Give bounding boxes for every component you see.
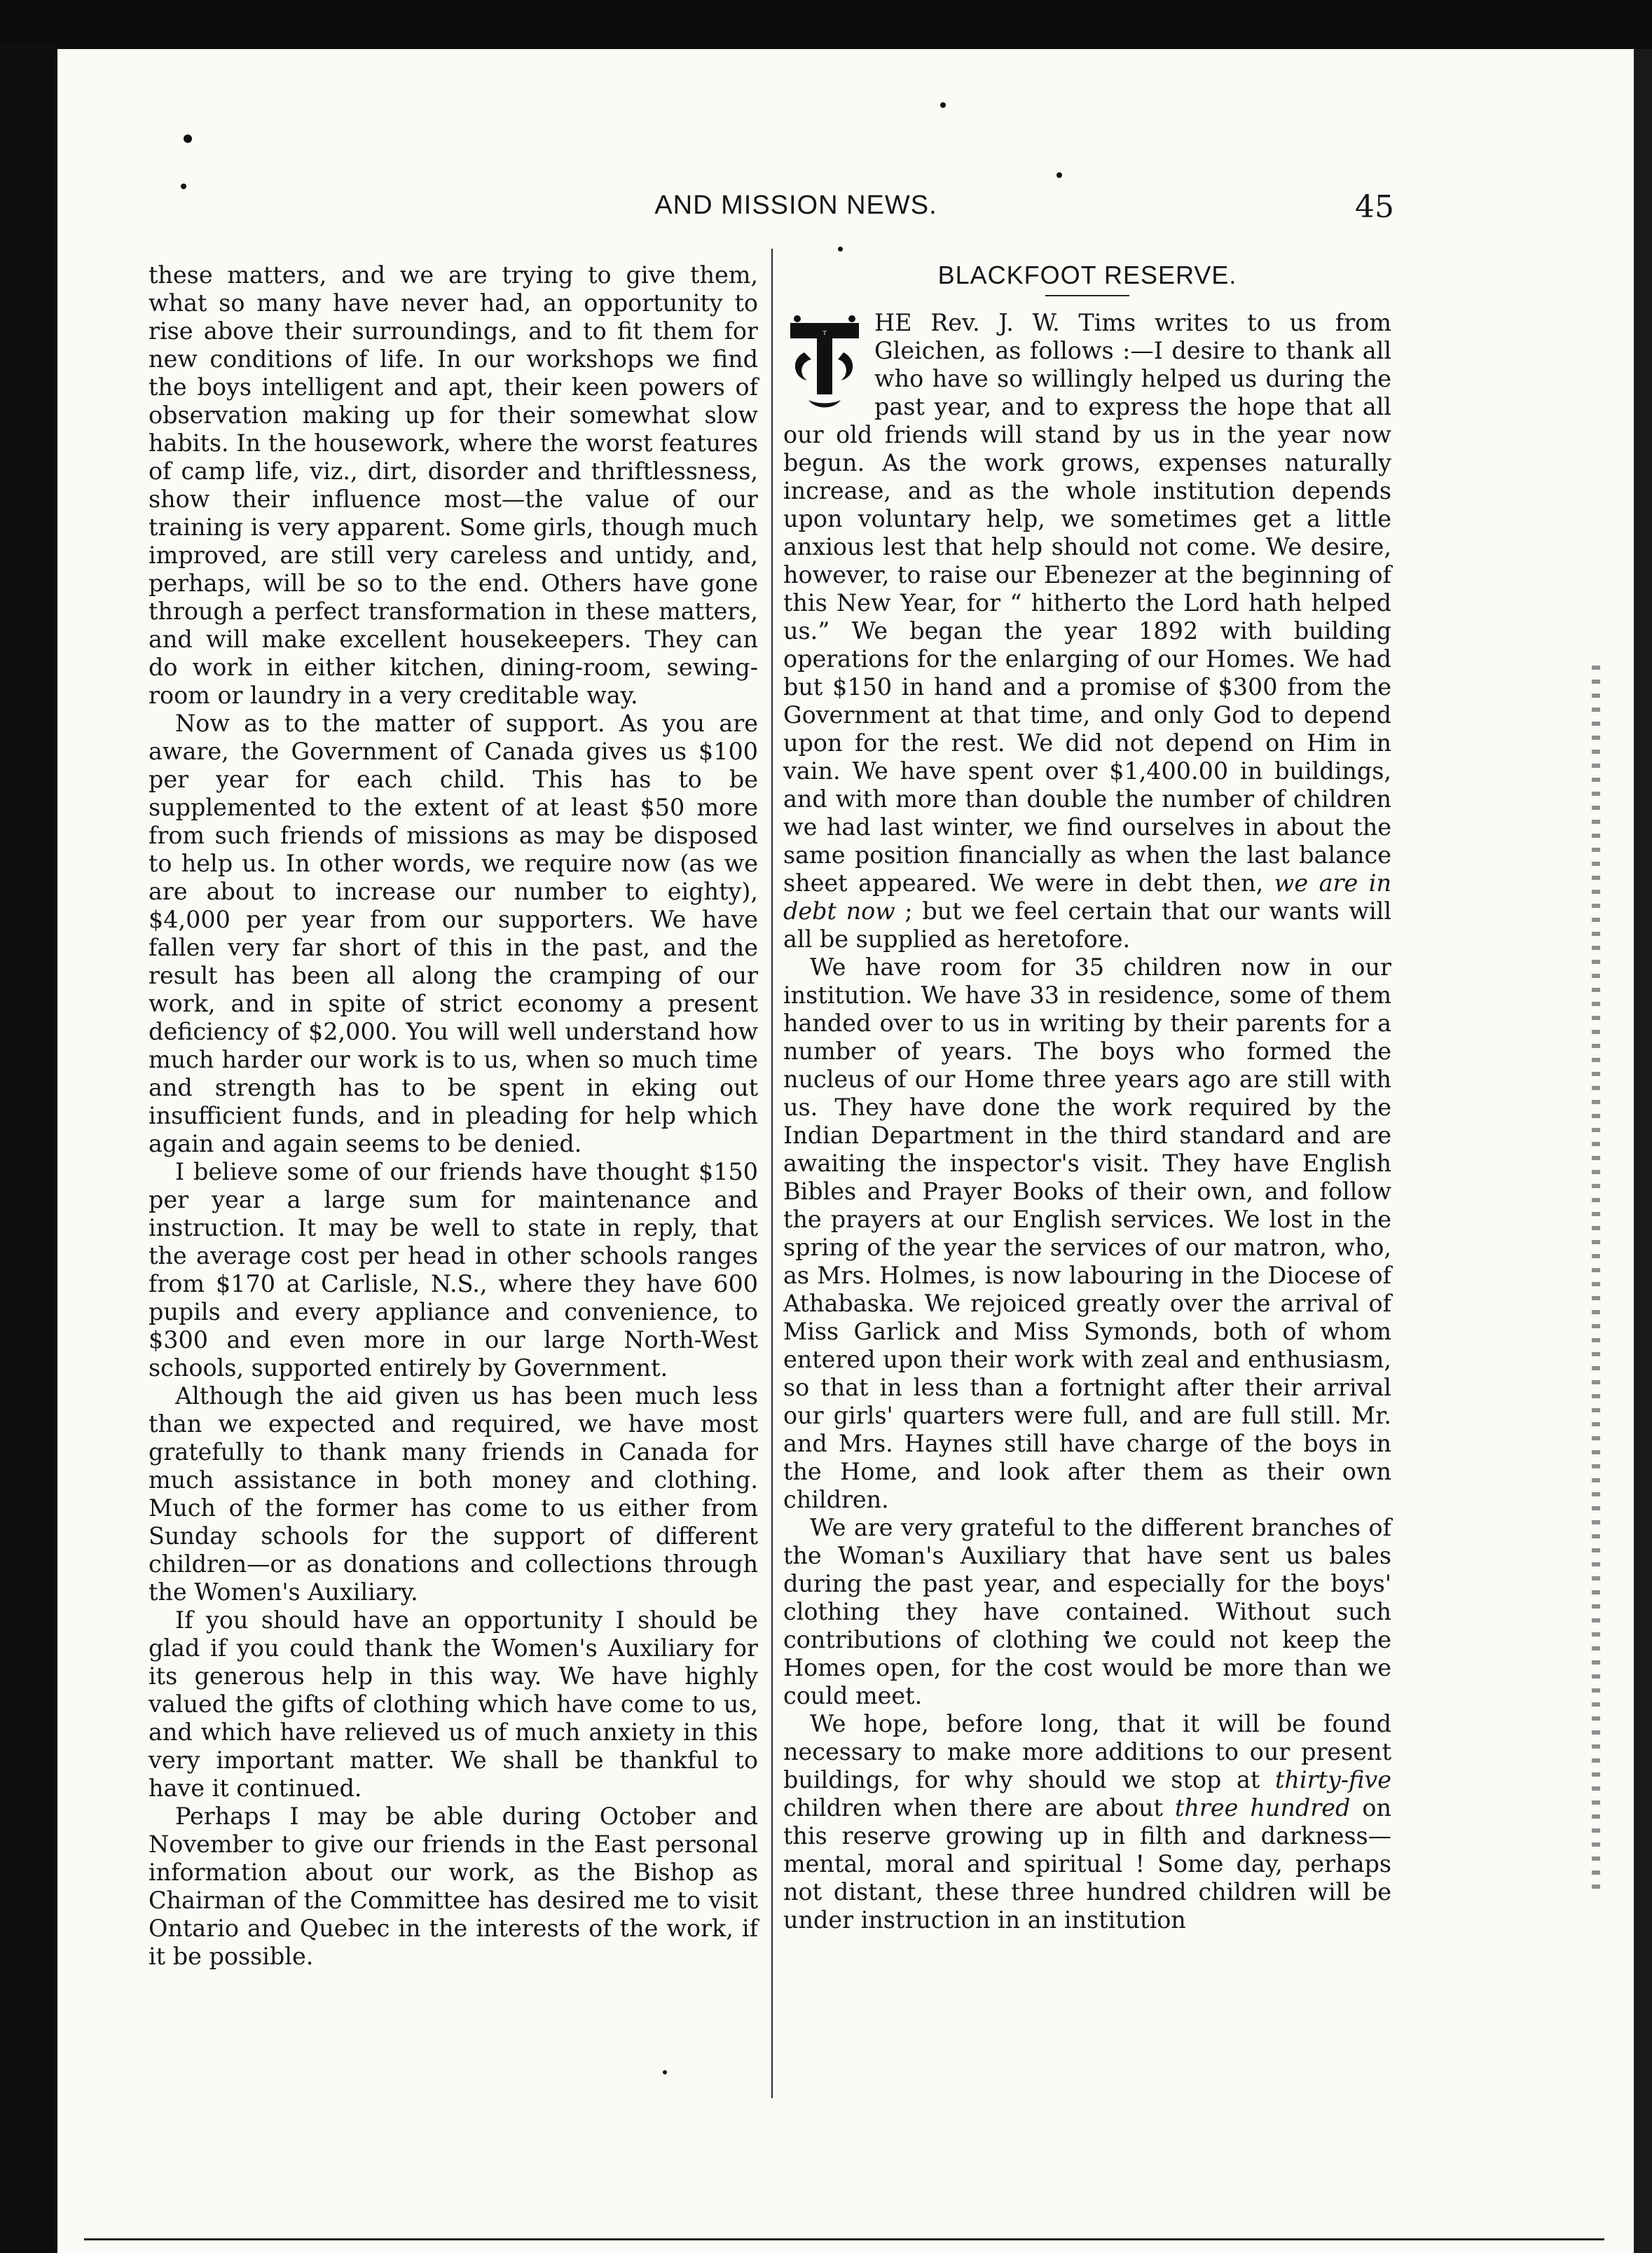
paragraph-text: We hope, before long, that it will be found necessary to make more additions to our present buildings, for why should we stop at [783,1710,1391,1793]
section-title: BLACKFOOT RESERVE. [937,261,1237,289]
paragraph [783,1710,1391,1934]
scan-speck [181,184,186,189]
paragraph [783,309,1391,953]
paragraph: We have room for 35 children now in our institution. We have 33 in residence, some of them handed over to us in writing by their parents for a number of years. The boys who formed the nucleus of our Home three years ago are still with us. They have done the work required by the Indian Department in the third standard and are awaiting the inspector's visit. They have English Bibles and Prayer Books of their own, and follow the prayers at our English services. We lost in the spring of the year the services of our matron, who, as Mrs. Holmes, is now labouring in the Diocese of Athabaska. We rejoiced greatly over the arrival of Miss Garlick and Miss Symonds, both of whom entered upon their work with zeal and enthusiasm, so that in less than a fortnight after their arrival our girls' quarters were full, and are full still. Mr. and Mrs. Haynes still have charge of the boys in the Home, and look after them as their own children. [783,953,1391,1513]
scan-border-right [1634,49,1652,2253]
right-column [783,261,1391,1934]
italic-phrase: thirty-five [1274,1766,1391,1793]
dropcap-letter: T [822,330,827,336]
scan-edge-noise [1592,666,1600,1892]
running-head: AND MISSION NEWS. [654,191,937,220]
ornamental-dropcap [783,310,866,415]
paragraph-text: HE Rev. J. W. Tims writes to us from Gleichen, as follows :—I desire to thank all who have so willingly helped us during the past year, and to express the hope that all our old friends will stand by us in the year now begun. As the work grows, expenses naturally increase, and as the whole institution depends upon voluntary help, we sometimes get a little anxious lest that help should not come. We desire, however, to raise our Ebenezer at the beginning of this New Year, for “ hitherto the Lord hath helped us.” We began the year 1892 with building operations for the enlarging of our Homes. We had but $150 in hand and a promise of $300 from the Government at that time, and only God to depend upon for the rest. We did not depend on Him in vain. We have spent over $1,400.00 in buildings, and with more than double the number of children we had last winter, we find ourselves in about the same position financially as when the last balance sheet appeared. We were in debt then, [783,309,1391,897]
paragraph: Now as to the matter of support. As you are aware, the Government of Canada gives us $100 per year for each child. This has to be supplemented to the extent of at least $50 more from such friends of missions as may be disposed to help us. In other words, we require now (as we are about to increase our number to eighty), $4,000 per year from our supporters. We have fallen very far short of this in the past, and the result has been all along the cramping of our work, and in spite of strict economy a present deficiency of $2,000. You will well understand how much harder our work is to us, when so much time and strength has to be spent in eking out insufficient funds, and in pleading for help which again and again seems to be denied. [149,710,758,1157]
paragraph: If you should have an opportunity I should be glad if you could thank the Women's Auxiliary for its generous help in this way. We have highly valued the gifts of clothing which have come to us, and which have relieved us of much anxiety in this very important matter. We shall be thankful to have it continued. [149,1606,758,1802]
paragraph-text: ; but we feel certain that our wants will all be supplied as heretofore. [783,897,1392,953]
paragraph-text: on this reserve growing up in filth and darkness—mental, moral and spiritual ! Some day, perhaps not distant, these three hundred children will be under instruction in an institution [783,1794,1391,1934]
title-rule [1045,295,1129,296]
scan-speck [663,2070,667,2074]
page-number: 45 [1355,189,1394,225]
paragraph: these matters, and we are trying to give them, what so many have never had, an opportunity to rise above their surroundings, and to fit them for new conditions of life. In our workshops we find the boys intelligent and apt, their keen powers of observation making up for their somewhat slow habits. In the housework, where the worst features of camp life, viz., dirt, disorder and thriftlessness, show their influence most—the value of our training is very apparent. Some girls, though much improved, are still very careless and untidy, and, perhaps, will be so to the end. Others have gone through a perfect transformation in these matters, and will make excellent housekeepers. They can do work in either kitchen, dining-room, sewing-room or laundry in a very creditable way. [149,261,758,709]
scan-speck [940,102,946,108]
scan-speck [838,247,843,252]
left-column [149,261,758,1971]
scan-border-left [0,42,57,2253]
italic-phrase: we are in debt now [783,869,1391,925]
paragraph: Perhaps I may be able during October and November to give our friends in the East personal information about our work, as the Bishop as Chairman of the Committee has desired me to visit Ontario and Quebec in the interests of the work, if it be possible. [149,1803,758,1970]
scan-speck [184,135,192,143]
scan-border-top [0,0,1652,49]
paragraph-text: children when there are about [783,1794,1175,1821]
paragraph: We are very grateful to the different branches of the Woman's Auxiliary that have sent us bales during the past year, and especially for the boys' clothing they have contained. Without such contributions of clothing we could not keep the Homes open, for the cost would be more than we could meet. [783,1514,1391,1709]
dropcap-ornament [783,310,866,415]
paragraph: Although the aid given us has been much less than we expected and required, we have most gratefully to thank many friends in Canada for much assistance in both money and clothing. Much of the former has come to us either from Sunday schools for the support of different children—or as donations and collections through the Women's Auxiliary. [149,1382,758,1606]
scan-speck [1056,172,1062,178]
paragraph: I believe some of our friends have thought $150 per year a large sum for maintenance and instruction. It may be well to state in reply, that the average cost per head in other schools ranges from $170 at Carlisle, N.S., where they have 600 pupils and every appliance and convenience, to $300 and even more in our large North-West schools, supported entirely by Government. [149,1158,758,1382]
bottom-rule [84,2238,1604,2240]
italic-phrase: three hundred [1174,1794,1351,1821]
column-divider [771,249,773,2098]
